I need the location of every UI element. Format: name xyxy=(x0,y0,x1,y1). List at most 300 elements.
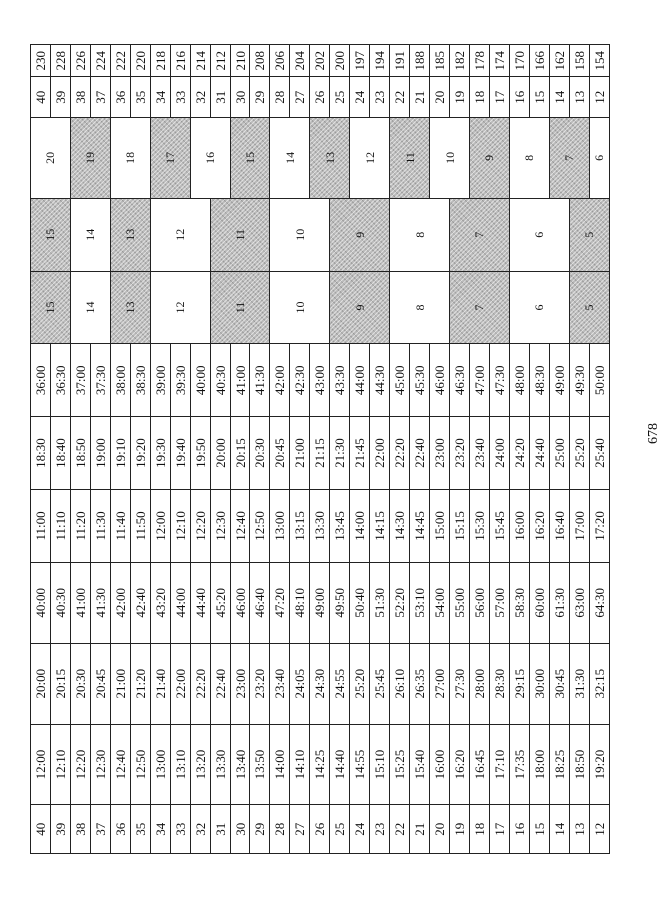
table-cell: 40:30 xyxy=(50,562,70,643)
table-cell-band: 7 xyxy=(450,271,510,344)
table-cell: 12:20 xyxy=(70,724,90,805)
table-cell: 13 xyxy=(569,805,589,854)
table-cell: 47:20 xyxy=(270,562,290,643)
table-cell: 37:00 xyxy=(70,344,90,417)
table-cell: 46:30 xyxy=(450,344,470,417)
table-cell-band: 12 xyxy=(150,198,210,271)
table-cell: 48:30 xyxy=(529,344,549,417)
table-cell: 224 xyxy=(90,45,110,77)
table-cell: 26:35 xyxy=(410,643,430,724)
table-cell: 40:00 xyxy=(190,344,210,417)
table-cell: 32:15 xyxy=(589,643,609,724)
table-cell: 204 xyxy=(290,45,310,77)
table-cell: 27 xyxy=(290,77,310,117)
table-cell: 17:35 xyxy=(509,724,529,805)
table-cell: 28:30 xyxy=(489,643,509,724)
table-cell: 28 xyxy=(270,77,290,117)
table-cell: 13 xyxy=(569,77,589,117)
table-cell: 12:20 xyxy=(190,490,210,563)
table-cell: 14 xyxy=(549,77,569,117)
table-cell: 23:20 xyxy=(250,643,270,724)
table-cell: 37 xyxy=(90,805,110,854)
table-cell: 45:20 xyxy=(210,562,230,643)
table-cell: 23 xyxy=(370,805,390,854)
table-cell: 12:10 xyxy=(170,490,190,563)
table-cell: 38 xyxy=(70,77,90,117)
table-cell: 27:00 xyxy=(430,643,450,724)
table-cell: 12:30 xyxy=(210,490,230,563)
table-cell-band: 12 xyxy=(150,271,210,344)
table-cell: 212 xyxy=(210,45,230,77)
table-cell: 13:40 xyxy=(230,724,250,805)
table-cell: 33 xyxy=(170,77,190,117)
table-cell-band: 13 xyxy=(310,117,350,198)
table-cell: 34 xyxy=(150,77,170,117)
table-cell: 12:50 xyxy=(130,724,150,805)
table-cell: 12:40 xyxy=(230,490,250,563)
table-cell: 24 xyxy=(350,77,370,117)
table-cell: 12:10 xyxy=(50,724,70,805)
table-cell: 55:00 xyxy=(450,562,470,643)
table-cell: 14 xyxy=(549,805,569,854)
table-cell: 15 xyxy=(529,77,549,117)
table-cell: 49:30 xyxy=(569,344,589,417)
table-cell: 23:00 xyxy=(230,643,250,724)
table-cell: 191 xyxy=(390,45,410,77)
table-cell: 21:40 xyxy=(150,643,170,724)
table-cell: 24:55 xyxy=(330,643,350,724)
table-cell: 43:00 xyxy=(310,344,330,417)
table-cell: 25:40 xyxy=(589,417,609,490)
table-cell: 63:00 xyxy=(569,562,589,643)
table-cell-band: 6 xyxy=(589,117,609,198)
table-cell: 27:30 xyxy=(450,643,470,724)
table-cell: 54:00 xyxy=(430,562,450,643)
table-cell: 46:00 xyxy=(230,562,250,643)
table-cell: 18:30 xyxy=(31,417,51,490)
table-cell: 14:25 xyxy=(310,724,330,805)
table-cell: 158 xyxy=(569,45,589,77)
table-cell: 26 xyxy=(310,805,330,854)
table-cell: 28:00 xyxy=(469,643,489,724)
table-cell: 20:15 xyxy=(50,643,70,724)
table-cell: 13:00 xyxy=(150,724,170,805)
table-cell: 226 xyxy=(70,45,90,77)
table-cell: 39 xyxy=(50,805,70,854)
table-cell: 18:25 xyxy=(549,724,569,805)
table-cell: 194 xyxy=(370,45,390,77)
table-cell: 214 xyxy=(190,45,210,77)
table-cell: 52:20 xyxy=(390,562,410,643)
table-cell: 25:45 xyxy=(370,643,390,724)
table-cell: 39:30 xyxy=(170,344,190,417)
table-cell: 45:00 xyxy=(390,344,410,417)
table-cell: 18 xyxy=(469,77,489,117)
table-cell: 45:30 xyxy=(410,344,430,417)
table-cell-band: 16 xyxy=(190,117,230,198)
table-cell: 44:40 xyxy=(190,562,210,643)
table-cell: 13:30 xyxy=(310,490,330,563)
table-cell: 230 xyxy=(31,45,51,77)
table-cell: 200 xyxy=(330,45,350,77)
table-cell: 20:00 xyxy=(210,417,230,490)
table-cell-band: 13 xyxy=(110,198,150,271)
table-cell: 21:30 xyxy=(330,417,350,490)
table-cell: 18:40 xyxy=(50,417,70,490)
table-cell: 174 xyxy=(489,45,509,77)
table-cell: 24:00 xyxy=(489,417,509,490)
table-cell: 33 xyxy=(170,805,190,854)
rotated-table-container xyxy=(30,44,610,854)
table-cell: 44:00 xyxy=(350,344,370,417)
table-cell: 14:15 xyxy=(370,490,390,563)
table-cell: 12:50 xyxy=(250,490,270,563)
table-cell-band: 10 xyxy=(270,271,330,344)
table-cell: 22 xyxy=(390,77,410,117)
table-cell: 15:25 xyxy=(390,724,410,805)
table-cell: 13:10 xyxy=(170,724,190,805)
table-cell: 53:10 xyxy=(410,562,430,643)
table-cell: 24:20 xyxy=(509,417,529,490)
table-cell-band: 14 xyxy=(70,198,110,271)
table-cell: 20:15 xyxy=(230,417,250,490)
table-cell: 25:20 xyxy=(569,417,589,490)
table-cell: 25 xyxy=(330,805,350,854)
table-cell: 220 xyxy=(130,45,150,77)
table-cell: 30 xyxy=(230,805,250,854)
table-cell: 15:45 xyxy=(489,490,509,563)
table-cell: 22:00 xyxy=(370,417,390,490)
table-row xyxy=(31,45,51,854)
table-cell: 11:20 xyxy=(70,490,90,563)
table-cell: 29 xyxy=(250,77,270,117)
table-cell: 19 xyxy=(450,805,470,854)
table-cell: 154 xyxy=(589,45,609,77)
table-cell: 13:15 xyxy=(290,490,310,563)
table-cell-band: 9 xyxy=(469,117,509,198)
table-cell: 182 xyxy=(450,45,470,77)
table-cell-band: 11 xyxy=(210,198,270,271)
table-row xyxy=(270,45,290,854)
table-cell: 18:50 xyxy=(569,724,589,805)
table-cell-band: 14 xyxy=(70,271,110,344)
table-row xyxy=(350,45,370,854)
table-cell: 36 xyxy=(110,805,130,854)
table-cell: 41:00 xyxy=(230,344,250,417)
table-cell: 166 xyxy=(529,45,549,77)
table-cell-band: 19 xyxy=(70,117,110,198)
table-cell: 43:20 xyxy=(150,562,170,643)
table-cell: 22:20 xyxy=(390,417,410,490)
table-cell: 17:20 xyxy=(589,490,609,563)
table-cell: 20:30 xyxy=(70,643,90,724)
table-cell: 11:10 xyxy=(50,490,70,563)
table-cell: 16:20 xyxy=(529,490,549,563)
table-cell: 43:30 xyxy=(330,344,350,417)
table-cell: 27 xyxy=(290,805,310,854)
table-cell: 12 xyxy=(589,77,609,117)
table-row xyxy=(589,45,609,854)
table-cell-band: 15 xyxy=(230,117,270,198)
table-cell: 22 xyxy=(390,805,410,854)
table-cell: 17 xyxy=(489,805,509,854)
table-cell-band: 15 xyxy=(31,198,71,271)
table-cell: 17 xyxy=(489,77,509,117)
table-cell: 15:15 xyxy=(450,490,470,563)
table-cell: 21:00 xyxy=(290,417,310,490)
table-cell: 50:40 xyxy=(350,562,370,643)
table-cell: 202 xyxy=(310,45,330,77)
table-cell: 18 xyxy=(469,805,489,854)
table-cell: 64:30 xyxy=(589,562,609,643)
table-cell: 42:00 xyxy=(270,344,290,417)
table-row xyxy=(150,45,170,854)
table-cell: 170 xyxy=(509,45,529,77)
table-cell-band: 8 xyxy=(390,271,450,344)
table-cell-band: 11 xyxy=(390,117,430,198)
table-cell: 47:30 xyxy=(489,344,509,417)
table-row xyxy=(70,45,90,854)
table-cell: 44:00 xyxy=(170,562,190,643)
table-cell: 30:45 xyxy=(549,643,569,724)
table-cell: 29 xyxy=(250,805,270,854)
table-cell: 47:00 xyxy=(469,344,489,417)
table-cell: 41:30 xyxy=(90,562,110,643)
table-cell: 42:40 xyxy=(130,562,150,643)
table-cell-band: 9 xyxy=(330,198,390,271)
table-cell: 26:10 xyxy=(390,643,410,724)
table-cell: 41:00 xyxy=(70,562,90,643)
table-cell: 208 xyxy=(250,45,270,77)
table-cell: 178 xyxy=(469,45,489,77)
table-cell: 25:20 xyxy=(350,643,370,724)
table-cell: 35 xyxy=(130,805,150,854)
table-cell-band: 10 xyxy=(430,117,470,198)
table-cell-band: 15 xyxy=(31,271,71,344)
table-row xyxy=(549,45,569,854)
table-cell-band: 10 xyxy=(270,198,330,271)
table-cell: 15:10 xyxy=(370,724,390,805)
table-cell: 19:20 xyxy=(130,417,150,490)
table-cell-band: 7 xyxy=(549,117,589,198)
table-cell: 31 xyxy=(210,805,230,854)
table-cell: 14:00 xyxy=(350,490,370,563)
table-cell-band: 17 xyxy=(150,117,190,198)
table-cell: 13:20 xyxy=(190,724,210,805)
table-cell: 30 xyxy=(230,77,250,117)
table-cell: 21:15 xyxy=(310,417,330,490)
table-cell: 12:30 xyxy=(90,724,110,805)
table-cell: 22:20 xyxy=(190,643,210,724)
table-cell: 24 xyxy=(350,805,370,854)
table-cell: 49:00 xyxy=(549,344,569,417)
table-cell: 22:40 xyxy=(410,417,430,490)
table-cell: 16:45 xyxy=(469,724,489,805)
table-cell: 11:30 xyxy=(90,490,110,563)
table-cell: 18:00 xyxy=(529,724,549,805)
table-cell: 13:50 xyxy=(250,724,270,805)
table-cell: 19:00 xyxy=(90,417,110,490)
table-cell: 24:05 xyxy=(290,643,310,724)
table-cell: 23:00 xyxy=(430,417,450,490)
table-cell: 40:00 xyxy=(31,562,51,643)
table-cell: 38 xyxy=(70,805,90,854)
table-cell: 17:10 xyxy=(489,724,509,805)
table-cell: 21 xyxy=(410,77,430,117)
table-cell: 23:40 xyxy=(469,417,489,490)
table-cell: 48:10 xyxy=(290,562,310,643)
table-cell: 42:00 xyxy=(110,562,130,643)
table-cell: 20 xyxy=(430,805,450,854)
table-cell-band: 8 xyxy=(509,117,549,198)
table-cell: 14:00 xyxy=(270,724,290,805)
table-cell: 12 xyxy=(589,805,609,854)
table-cell: 11:40 xyxy=(110,490,130,563)
table-cell: 40:30 xyxy=(210,344,230,417)
table-cell: 13:30 xyxy=(210,724,230,805)
table-cell: 20:45 xyxy=(270,417,290,490)
table-cell: 46:00 xyxy=(430,344,450,417)
table-cell: 14:40 xyxy=(330,724,350,805)
table-cell: 49:00 xyxy=(310,562,330,643)
table-cell: 23:20 xyxy=(450,417,470,490)
table-cell: 197 xyxy=(350,45,370,77)
table-cell: 15:30 xyxy=(469,490,489,563)
table-row xyxy=(390,45,410,854)
table-cell: 37:30 xyxy=(90,344,110,417)
table-cell: 39 xyxy=(50,77,70,117)
table-cell: 31:30 xyxy=(569,643,589,724)
table-body xyxy=(31,45,610,854)
table-cell: 37 xyxy=(90,77,110,117)
table-cell: 21:45 xyxy=(350,417,370,490)
table-cell: 24:30 xyxy=(310,643,330,724)
table-cell: 22:40 xyxy=(210,643,230,724)
table-cell: 12:40 xyxy=(110,724,130,805)
table-cell: 50:00 xyxy=(589,344,609,417)
table-cell: 185 xyxy=(430,45,450,77)
table-cell: 20 xyxy=(430,77,450,117)
table-cell-band: 6 xyxy=(509,198,569,271)
table-cell: 38:30 xyxy=(130,344,150,417)
table-cell: 42:30 xyxy=(290,344,310,417)
table-cell: 16:40 xyxy=(549,490,569,563)
table-cell: 11:00 xyxy=(31,490,51,563)
table-cell: 20:30 xyxy=(250,417,270,490)
table-cell: 21:20 xyxy=(130,643,150,724)
table-cell: 38:00 xyxy=(110,344,130,417)
table-cell: 25:00 xyxy=(549,417,569,490)
table-cell: 13:45 xyxy=(330,490,350,563)
table-cell-band: 14 xyxy=(270,117,310,198)
page-number: 678 xyxy=(646,423,661,444)
table-cell: 58:30 xyxy=(509,562,529,643)
table-row xyxy=(190,45,210,854)
table-cell: 20:45 xyxy=(90,643,110,724)
table-cell: 18:50 xyxy=(70,417,90,490)
table-cell-band: 5 xyxy=(569,198,609,271)
table-cell: 30:00 xyxy=(529,643,549,724)
table-cell-band: 12 xyxy=(350,117,390,198)
table-cell-band: 11 xyxy=(210,271,270,344)
table-row xyxy=(310,45,330,854)
table-row xyxy=(230,45,250,854)
table-cell: 24:40 xyxy=(529,417,549,490)
table-cell: 28 xyxy=(270,805,290,854)
table-cell-band: 8 xyxy=(390,198,450,271)
table-cell: 19:20 xyxy=(589,724,609,805)
table-cell-band: 9 xyxy=(330,271,390,344)
table-cell: 14:45 xyxy=(410,490,430,563)
table-cell: 15:40 xyxy=(410,724,430,805)
table-cell: 44:30 xyxy=(370,344,390,417)
table-cell: 12:00 xyxy=(150,490,170,563)
table-cell: 23:40 xyxy=(270,643,290,724)
table-cell: 23 xyxy=(370,77,390,117)
table-cell: 19:30 xyxy=(150,417,170,490)
table-cell: 32 xyxy=(190,77,210,117)
table-cell: 206 xyxy=(270,45,290,77)
table-cell: 216 xyxy=(170,45,190,77)
table-cell: 40 xyxy=(31,805,51,854)
table-cell: 31 xyxy=(210,77,230,117)
table-cell: 14:55 xyxy=(350,724,370,805)
table-cell: 22:00 xyxy=(170,643,190,724)
table-cell: 36:00 xyxy=(31,344,51,417)
table-cell: 16:00 xyxy=(430,724,450,805)
table-cell: 19:40 xyxy=(170,417,190,490)
table-cell: 228 xyxy=(50,45,70,77)
table-cell: 41:30 xyxy=(250,344,270,417)
table-cell: 17:00 xyxy=(569,490,589,563)
table-cell: 15:00 xyxy=(430,490,450,563)
table-cell: 21:00 xyxy=(110,643,130,724)
table-cell: 36 xyxy=(110,77,130,117)
table-cell: 218 xyxy=(150,45,170,77)
table-row xyxy=(509,45,529,854)
table-cell: 46:40 xyxy=(250,562,270,643)
table-cell-band: 7 xyxy=(450,198,510,271)
table-cell: 20:00 xyxy=(31,643,51,724)
table-cell: 56:00 xyxy=(469,562,489,643)
table-cell: 14:30 xyxy=(390,490,410,563)
table-cell: 162 xyxy=(549,45,569,77)
table-cell: 29:15 xyxy=(509,643,529,724)
table-cell: 34 xyxy=(150,805,170,854)
table-cell: 16 xyxy=(509,77,529,117)
table-cell: 61:30 xyxy=(549,562,569,643)
table-cell: 32 xyxy=(190,805,210,854)
table-cell: 15 xyxy=(529,805,549,854)
score-conversion-table xyxy=(30,44,610,854)
table-row xyxy=(430,45,450,854)
table-cell: 60:00 xyxy=(529,562,549,643)
table-cell: 12:00 xyxy=(31,724,51,805)
table-cell: 16:00 xyxy=(509,490,529,563)
table-cell: 57:00 xyxy=(489,562,509,643)
table-cell: 210 xyxy=(230,45,250,77)
table-cell: 11:50 xyxy=(130,490,150,563)
table-cell: 48:00 xyxy=(509,344,529,417)
table-cell: 13:00 xyxy=(270,490,290,563)
table-cell: 16:20 xyxy=(450,724,470,805)
table-cell: 188 xyxy=(410,45,430,77)
table-cell: 19 xyxy=(450,77,470,117)
table-cell-band: 18 xyxy=(110,117,150,198)
table-cell: 19:10 xyxy=(110,417,130,490)
table-cell: 51:30 xyxy=(370,562,390,643)
table-cell-band: 6 xyxy=(509,271,569,344)
